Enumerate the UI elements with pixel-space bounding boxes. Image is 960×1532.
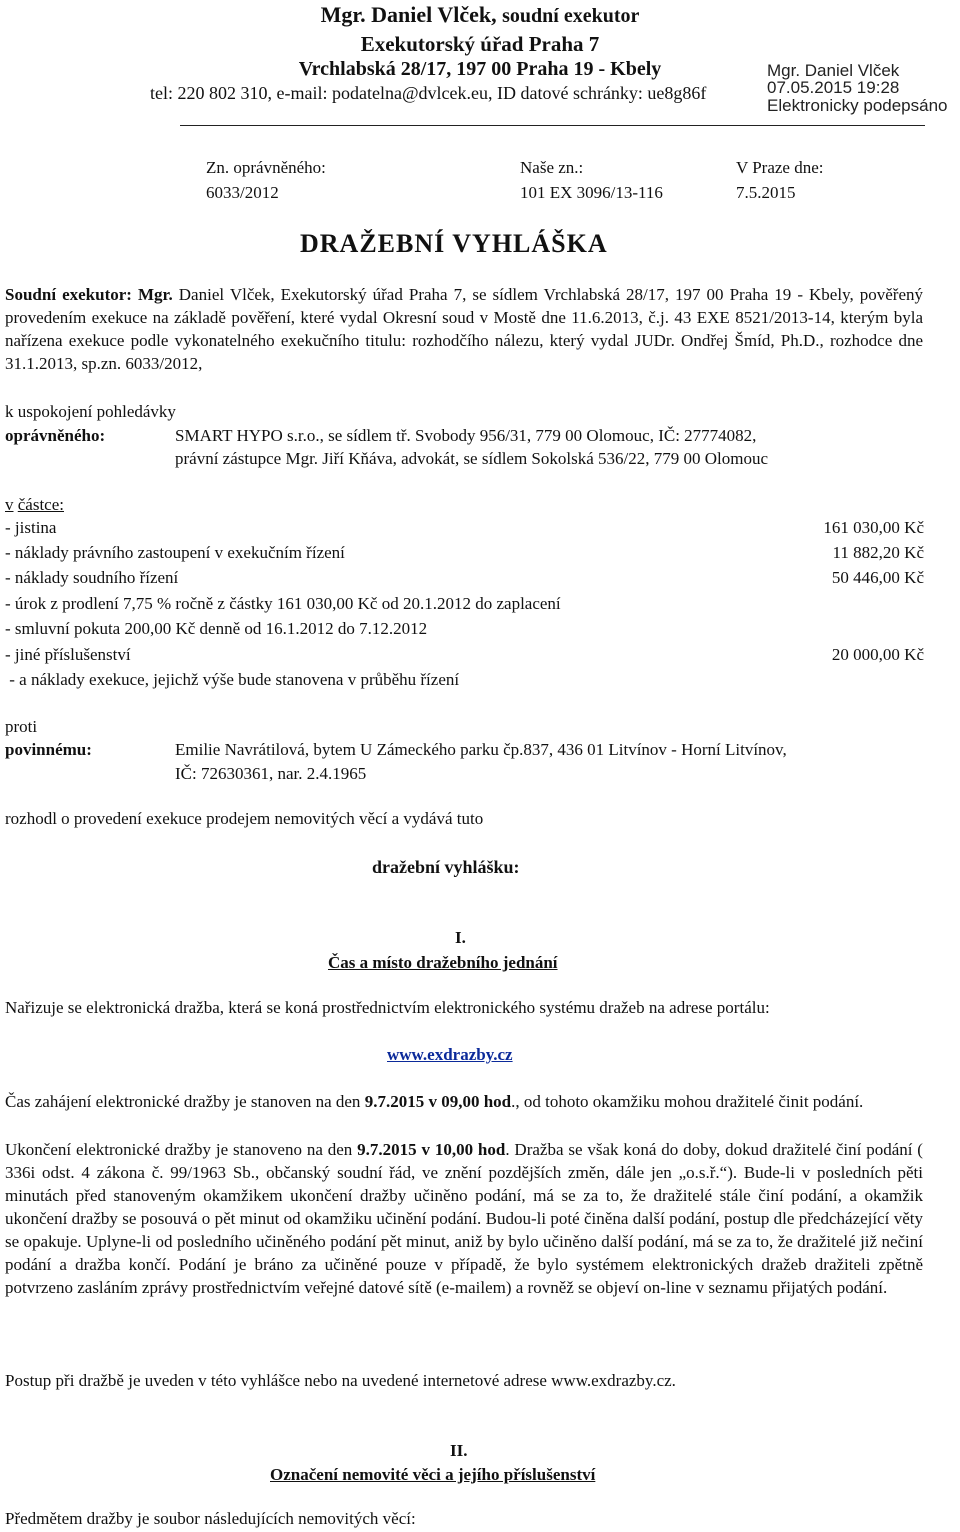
section-1-para-2 — [5, 1090, 923, 1113]
amount-item-text: - náklady soudního řízení — [5, 568, 179, 587]
header-divider — [180, 125, 925, 126]
debtor-proti: proti — [5, 717, 38, 736]
debtor-line-2: IČ: 72630361, nar. 2.4.1965 — [175, 764, 367, 783]
amount-item-value: 50 446,00 Kč — [831, 568, 924, 587]
section-1-heading: Čas a místo dražebního jednání — [328, 953, 558, 972]
amount-item-text: - a náklady exekuce, jejichž výše bude stanovena v průběhu řízení — [5, 670, 460, 689]
debtor-line-1: Emilie Navrátilová, bytem U Zámeckého parku čp.837, 436 01 Litvínov - Horní Litvínov, — [175, 740, 787, 759]
amount-item-text: - úrok z prodlení 7,75 % ročně z částky 161 030,00 Kč od 20.1.2012 do zaplacení — [5, 594, 561, 613]
intro-label: Soudní exekutor: Mgr. — [5, 285, 173, 304]
ref-date-value: 7.5.2015 — [736, 183, 796, 202]
signature-name: Mgr. Daniel Vlček — [767, 61, 900, 80]
signature-status: Elektronicky podepsáno — [767, 96, 948, 115]
document-title: DRAŽEBNÍ VYHLÁŠKA — [300, 229, 608, 258]
ref-date-label: V Praze dne: — [736, 158, 824, 177]
section-2-para-1: Předmětem dražby je soubor následujících nemovitých věcí: — [5, 1509, 416, 1528]
amount-label-castce: částce: — [17, 495, 64, 514]
amount-item-text: - jiné příslušenství — [5, 645, 131, 664]
end-text-c: . Dražba se však koná do doby, dokud dražitelé činí podání ( 336i odst. 4 zákona č. 99/1963 Sb., občanský soudní řád, ve znění pozdějších změn, dále jen „o.s.ř.“). Bude-li v posledních pěti minutách před stanoveným okamžikem ukončení dražby učiněno podání, má se za to, že dražitelé stále činí podání, a okamžik ukončení dražby se posouvá o pět minut od okamžiku učinění podání. Budou-li poté činěna další podání, postup dle předcházející věty se opakuje. Uplyne-li od posledního učiněného podání pět minut, aniž by bylo učiněno další podání, má se za to, že dražitelé již nečiní podání a dražba končí. Podání je bráno za učiněné pouze v případě, že bylo systémem elektronických dražeb dražiteli zpětně potvrzeno zasláním zprávy prostřednictvím veřejné datové sítě (e-mailem) a rovněž se objeví on-line v seznamu přijatých podání. — [5, 1140, 923, 1297]
header-line-3: Vrchlabská 28/17, 197 00 Praha 19 - Kbely — [298, 58, 662, 80]
section-1-para-3 — [5, 1138, 923, 1299]
creditor-label: oprávněného: — [5, 426, 106, 445]
ref-creditor-label: Zn. oprávněného: — [206, 158, 326, 177]
start-text-a: Čas zahájení elektronické dražby je stanoven na den — [5, 1092, 365, 1111]
portal-link[interactable]: www.exdrazby.cz — [387, 1045, 513, 1064]
executor-name: Mgr. Daniel Vlček, — [320, 2, 497, 27]
amount-label — [5, 495, 64, 515]
executor-role: soudní exekutor — [502, 5, 640, 27]
section-2-heading: Označení nemovité věci a jejího příslušenství — [270, 1465, 596, 1484]
auction-subtitle: dražební vyhlášku: — [372, 857, 520, 877]
end-datetime: 9.7.2015 v 10,00 hod — [357, 1140, 506, 1159]
amount-item-text: - smluvní pokuta 200,00 Kč denně od 16.1.2012 do 7.12.2012 — [5, 619, 428, 638]
start-datetime: 9.7.2015 v 09,00 hod — [364, 1092, 512, 1111]
amount-item-value: 161 030,00 Kč — [823, 518, 924, 537]
creditor-line-2: právní zástupce Mgr. Jiří Kňáva, advokát, se sídlem Sokolská 536/22, 779 00 Olomouc — [175, 449, 769, 468]
header-contact: tel: 220 802 310, e-mail: podatelna@dvlcek.eu, ID datové schránky: ue8g86f — [150, 83, 707, 103]
ref-creditor-value: 6033/2012 — [206, 183, 279, 202]
start-text-c: ., od tohoto okamžiku mohou dražitelé činit podání. — [511, 1092, 864, 1111]
amount-item-text: - náklady právního zastoupení v exekučním řízení — [5, 543, 345, 562]
amount-item-text: - jistina — [5, 518, 57, 537]
signature-date: 07.05.2015 19:28 — [767, 78, 900, 97]
section-1-para-4: Postup při dražbě je uveden v této vyhlášce nebo na uvedené internetové adrese www.exdrazby.cz. — [5, 1371, 676, 1390]
section-1-number: I. — [455, 928, 466, 947]
end-text-a: Ukončení elektronické dražby je stanoveno na den — [5, 1140, 358, 1159]
ref-our-value: 101 EX 3096/13-116 — [520, 183, 663, 202]
decision-text: rozhodl o provedení exekuce prodejem nemovitých věcí a vydává tuto — [5, 809, 484, 828]
intro-paragraph — [5, 283, 923, 375]
amount-item-value: 20 000,00 Kč — [831, 645, 924, 664]
amount-item-value: 11 882,20 Kč — [832, 543, 924, 562]
amount-label-v: v — [5, 495, 14, 514]
section-2-number: II. — [450, 1441, 468, 1460]
section-1-para-1: Nařizuje se elektronická dražba, která se koná prostřednictvím elektronického systému dražeb na adrese portálu: — [5, 998, 770, 1017]
debtor-label: povinnému: — [5, 740, 92, 759]
claim-intro: k uspokojení pohledávky — [5, 402, 176, 421]
header-line-2: Exekutorský úřad Praha 7 — [360, 32, 600, 56]
intro-text: Daniel Vlček, Exekutorský úřad Praha 7, se sídlem Vrchlabská 28/17, 197 00 Praha 19 - Kbely, pověřený provedením exekuce na základě pověření, které vydal Okresní soud v Mostě dne 11.6.2013, č.j. 43 EXE 8521/2013-14, kterým byla nařízena exekuce podle vykonatelného exekučního titulu: rozhodčího nálezu, který vydal JUDr. Ondřej Šmíd, Ph.D., rozhodce dne 31.1.2013, sp.zn. 6033/2012, — [5, 285, 923, 373]
header-line-1 — [180, 2, 780, 28]
ref-our-label: Naše zn.: — [520, 158, 584, 177]
creditor-line-1: SMART HYPO s.r.o., se sídlem tř. Svobody 956/31, 779 00 Olomouc, IČ: 27774082, — [175, 426, 757, 445]
